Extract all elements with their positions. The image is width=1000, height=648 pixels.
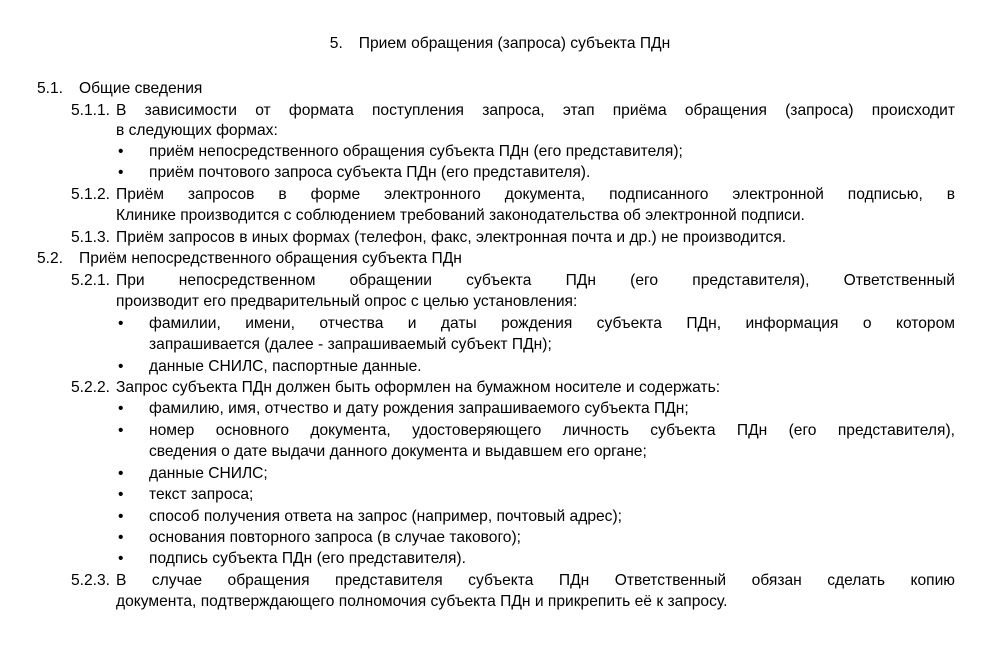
subsection-number: 5.1.: [37, 80, 64, 97]
list-item: подпись субъекта ПДн (его представителя).: [149, 550, 466, 567]
clause-5-1-3-number: 5.1.3.: [71, 229, 111, 246]
subsection-number: 5.2.: [37, 250, 64, 267]
clause-5-2-2-number: 5.2.2.: [71, 379, 111, 396]
list-item: данные СНИЛС, паспортные данные.: [149, 358, 422, 375]
clause-5-2-1-line2: производит его предварительный опрос с целью установления:: [116, 293, 578, 310]
list-item: данные СНИЛС;: [149, 465, 268, 482]
clause-5-2-3-line1: В случае обращения представителя субъекта ПДн Ответственный обязан сделать копию: [116, 572, 955, 589]
bullet-icon: •: [118, 164, 124, 181]
clause-5-1-1-number: 5.1.1.: [71, 102, 111, 119]
list-item-continuation: сведения о дате выдачи данного документа и выдавшем его органе;: [149, 443, 647, 460]
list-item: фамилии, имени, отчества и даты рождения субъекта ПДн, информация о котором: [149, 315, 955, 332]
section-heading: [0, 34, 1000, 54]
clause-5-1-1-line2: в следующих формах:: [116, 122, 278, 139]
bullet-icon: •: [118, 508, 124, 525]
subsection-5-1-heading: [37, 79, 202, 99]
section-title: Прием обращения (запроса) субъекта ПДн: [358, 35, 671, 52]
clause-5-1-1-line1: В зависимости от формата поступления запроса, этап приёма обращения (запроса) происходит: [116, 102, 955, 119]
clause-5-1-2-line1: Приём запросов в форме электронного документа, подписанного электронной подписью, в: [116, 186, 955, 203]
list-item: основания повторного запроса (в случае такового);: [149, 529, 521, 546]
clause-5-2-2-line1: Запрос субъекта ПДн должен быть оформлен на бумажном носителе и содержать:: [116, 379, 721, 396]
section-number: 5.: [329, 35, 343, 52]
clause-5-2-1-number: 5.2.1.: [71, 272, 111, 289]
list-item: фамилию, имя, отчество и дату рождения запрашиваемого субъекта ПДн;: [149, 400, 689, 417]
subsection-5-2-heading: [37, 249, 462, 269]
bullet-icon: •: [118, 143, 124, 160]
list-item: приём непосредственного обращения субъекта ПДн (его представителя);: [149, 143, 683, 160]
clause-5-2-3-line2: документа, подтверждающего полномочия субъекта ПДн и прикрепить её к запросу.: [116, 593, 728, 610]
subsection-title: Приём непосредственного обращения субъекта ПДн: [79, 250, 462, 267]
clause-5-1-3-line1: Приём запросов в иных формах (телефон, факс, электронная почта и др.) не производится.: [116, 229, 787, 246]
clause-5-2-3-number: 5.2.3.: [71, 572, 111, 589]
bullet-icon: •: [118, 529, 124, 546]
list-item-continuation: запрашивается (далее - запрашиваемый субъект ПДн);: [149, 336, 552, 353]
bullet-icon: •: [118, 315, 124, 332]
bullet-icon: •: [118, 422, 124, 439]
bullet-icon: •: [118, 465, 124, 482]
bullet-icon: •: [118, 358, 124, 375]
clause-5-1-2-number: 5.1.2.: [71, 186, 111, 203]
clause-5-2-1-line1: При непосредственном обращении субъекта ПДн (его представителя), Ответственный: [116, 272, 955, 289]
bullet-icon: •: [118, 550, 124, 567]
bullet-icon: •: [118, 400, 124, 417]
list-item: текст запроса;: [149, 486, 254, 503]
list-item: приём почтового запроса субъекта ПДн (его представителя).: [149, 164, 591, 181]
list-item: номер основного документа, удостоверяющего личность субъекта ПДн (его представителя),: [149, 422, 955, 439]
list-item: способ получения ответа на запрос (например, почтовый адрес);: [149, 508, 622, 525]
bullet-icon: •: [118, 486, 124, 503]
clause-5-1-2-line2: Клинике производится с соблюдением требований законодательства об электронной подписи.: [116, 207, 805, 224]
subsection-title: Общие сведения: [79, 80, 203, 97]
